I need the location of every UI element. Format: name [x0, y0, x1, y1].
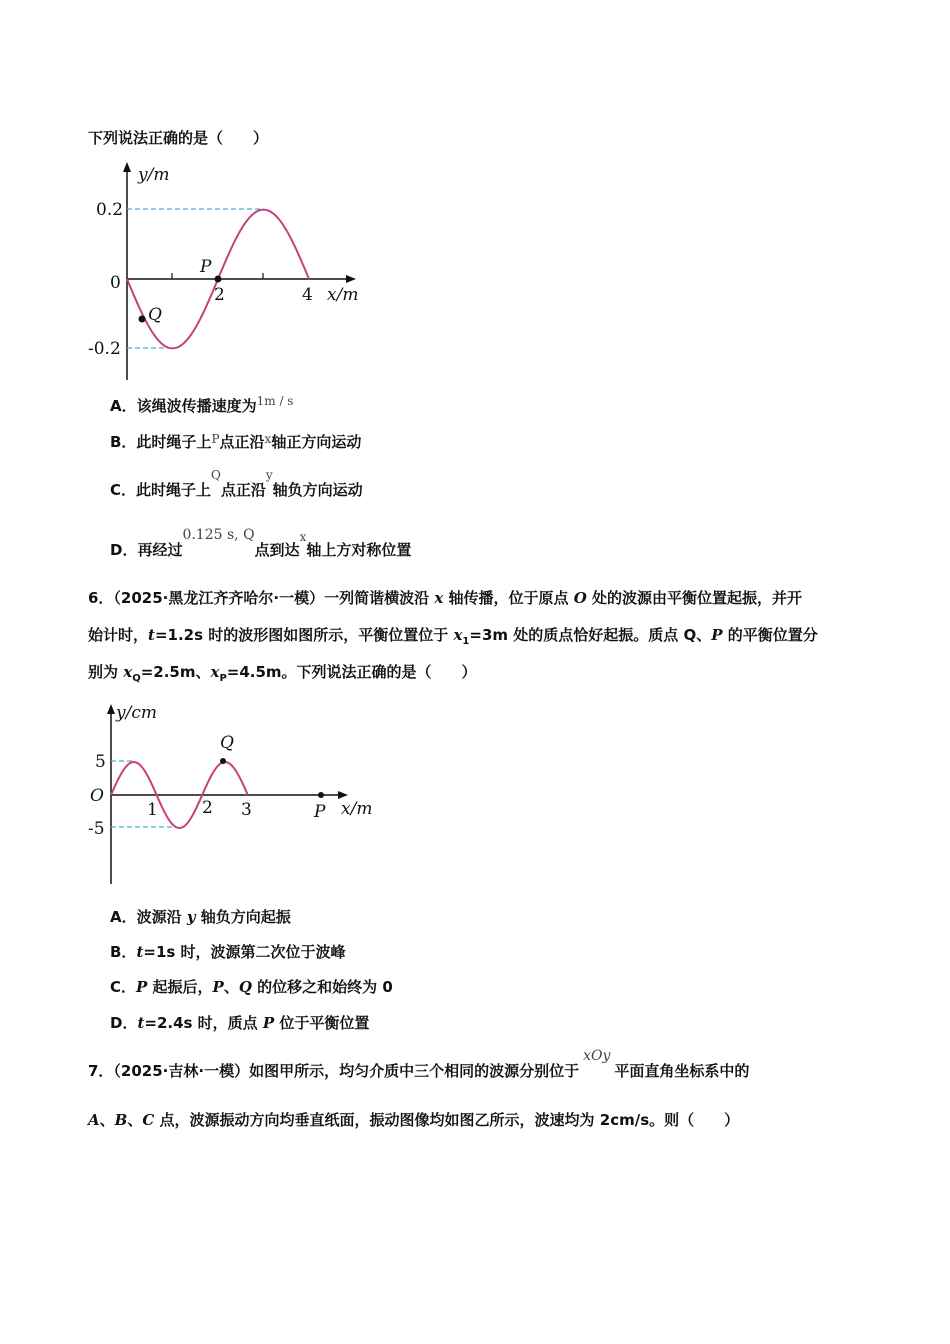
q5-option-d-text: D．再经过 [110, 541, 183, 559]
point-q-label: Q [148, 305, 162, 325]
q6-option-b[interactable]: B．t=1s 时，波源第二次位于波峰 [110, 943, 346, 961]
point-q-dot [139, 316, 146, 323]
q5-option-a[interactable] [110, 396, 293, 417]
y-axis-label: y/m [138, 165, 170, 185]
y-axis-arrow [123, 162, 131, 172]
q6-line-1: 6．（2025·黑龙江齐齐哈尔·一模）一列简谐横波沿 x 轴传播，位于原点 O 处的波源由平衡位置起振，并开 [88, 589, 803, 607]
y-tick-label-0.2: 0.2 [96, 200, 124, 220]
y-axis-label: y/cm [116, 703, 157, 723]
y-tick-label-0: 0 [110, 273, 121, 293]
q7-line-2: A、B、C 点，波源振动方向均垂直纸面，振动图像均如图乙所示，波速均为 2cm/s。则（ ） [88, 1111, 740, 1129]
q5-option-d-math-2: x [299, 530, 307, 544]
x-tick-label-2: 2 [214, 285, 225, 305]
x-tick-label-1: 1 [147, 800, 158, 820]
point-q-dot [220, 758, 226, 764]
x-axis-label: x/m [327, 285, 359, 305]
x-axis-arrow [338, 791, 348, 799]
q7-line-1: 7．（2025·吉林·一模）如图甲所示，均匀介质中三个相同的波源分别位于xOy平面直角坐标系中的 [88, 1048, 750, 1080]
origin-label: O [90, 786, 104, 806]
point-p-dot [318, 792, 324, 798]
x-tick-label-2: 2 [202, 798, 213, 818]
y-tick-label-5: 5 [95, 752, 106, 772]
q6-option-a[interactable]: A．波源沿 y 轴负方向起振 [110, 908, 291, 926]
q5-option-b-text: B．此时绳子上 [110, 433, 212, 451]
question-prompt: 下列说法正确的是（ ） [88, 129, 269, 147]
q5-option-c-text-3: 轴负方向运动 [272, 481, 363, 499]
q5-option-b-text-2: 点正沿 [219, 433, 265, 451]
q5-option-d-math-1: 0.125 s, Q [182, 527, 255, 543]
q5-option-d-text-2: 点到达 [254, 541, 300, 559]
y-axis-arrow [107, 704, 115, 714]
x-tick-label-4: 4 [302, 285, 313, 305]
q5-option-a-math: 1m / s [256, 394, 294, 408]
q5-option-b[interactable] [110, 432, 361, 453]
q6-line-3: 别为 $x_Q=2.5m$、$x_P=4.5m$。下列说法正确的是（ ） [88, 663, 477, 684]
x-axis-arrow [346, 275, 356, 283]
q5-option-d-text-3: 轴上方对称位置 [306, 541, 412, 559]
x-tick-label-3: 3 [241, 800, 252, 820]
q5-option-a-text: A．该绳波传播速度为 [110, 397, 257, 415]
q5-option-b-text-3: 轴正方向运动 [271, 433, 362, 451]
q6-option-c[interactable]: C．P 起振后，P、Q 的位移之和始终为 0 [110, 978, 393, 996]
q6-option-d[interactable]: D．t=2.4s 时，质点 P 位于平衡位置 [110, 1014, 370, 1032]
point-p-dot [215, 276, 222, 283]
q5-option-d[interactable] [110, 527, 412, 561]
point-p-label: P [314, 802, 326, 822]
point-p-label: P [200, 257, 212, 277]
q5-option-c[interactable] [110, 468, 363, 501]
q5-option-b-math-1: P [211, 432, 220, 446]
q5-option-c-math-1: Q [211, 468, 221, 482]
y-tick-label-neg5: -5 [88, 819, 105, 839]
q5-option-c-text-2: 点正沿 [220, 481, 266, 499]
q5-option-b-math-2: x [264, 432, 272, 446]
wave-figure-1 [80, 160, 380, 385]
y-tick-label-neg0.2: -0.2 [88, 339, 121, 359]
point-q-label: Q [220, 733, 234, 753]
x-axis-label: x/m [341, 799, 373, 819]
q5-option-c-math-2: y [265, 468, 273, 482]
q6-line-2: 始计时，t=1.2s 时的波形图如图所示，平衡位置位于 $x_1=3m$ 处的质点恰好起振。质点 Q、P 的平衡位置分 [88, 626, 818, 647]
q5-option-c-text: C．此时绳子上 [110, 481, 212, 499]
wave-figure-2 [80, 700, 380, 890]
